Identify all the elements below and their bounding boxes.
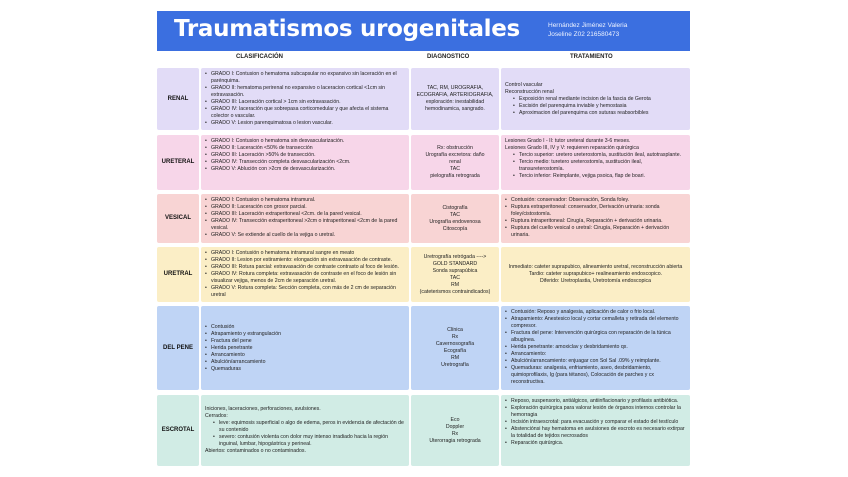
list-item: • Tercio medio: turetero ureterostomía, sustitución ileal, transureterostomía. xyxy=(505,159,686,173)
tratamiento-cell xyxy=(501,68,690,130)
list-item: • Quemaduras: analgesia, enfriamiento, aseo, desbridamiento, quimioprofilaxis, Ig (para tétanos), Colocación de parches y cx reconstructiva. xyxy=(505,365,686,386)
list-item: • Contusión: Reposo y analgesia, aplicación de calor o frio local. xyxy=(505,309,686,316)
list-item: • Abulción/arrancamiento xyxy=(205,359,405,366)
diagnostico-cell xyxy=(411,247,499,302)
list-item: • Ruptura extraperitoneal: conservador, Derivación urinaria: sonda foley/cistostomía. xyxy=(505,204,686,218)
author-id: Joseline Z02 216580473 xyxy=(548,31,620,38)
column-header-tratamiento: TRATAMIENTO xyxy=(570,54,613,60)
list-item: • Escisión del parenquima inviable y hemostasia xyxy=(505,103,686,110)
diagnostico-line: Cistografía xyxy=(442,204,468,211)
list-item: • Tercio superior: uretero ureterostomía, sustitución ileal, autotrasplante. xyxy=(505,152,686,159)
clasificacion-cell xyxy=(201,306,409,390)
diagnostico-line: Clínica xyxy=(447,327,463,333)
list-item: • Arrancamiento xyxy=(205,352,405,359)
list-item: • Atrapamiento: Anestesico local y cortar cemalleta y retirada del elemento compresor. xyxy=(505,316,686,330)
row-label: DEL PENE xyxy=(157,306,199,390)
list-item: • GRADO V: Se extiende al cuello de la vejiga o uretral. xyxy=(205,232,405,239)
clasificacion-cell xyxy=(201,135,409,190)
author-block xyxy=(548,21,627,39)
author-name: Hernández Jiménez Valeria xyxy=(548,22,628,29)
list-item: • GRADO II: Laceración <50% de transección xyxy=(205,145,405,152)
diagnostico-line: RM xyxy=(450,281,460,288)
list-item: • GRADO II: Laceración con grosor parcial. xyxy=(205,204,405,211)
clasificacion-cell xyxy=(201,68,409,130)
diagnostico-line: TAC, RM, UROGRAFIA, xyxy=(426,85,484,91)
tratamiento-cell xyxy=(501,247,690,302)
tratamiento-line: Control vascular xyxy=(505,81,543,88)
diagnostico-line: renal xyxy=(449,159,461,165)
table-row-vesical xyxy=(157,194,690,243)
list-item: • GRADO III: Laceración extraperitoneal <2cm. de la pared vesical. xyxy=(205,211,405,218)
clasificacion-cell xyxy=(201,395,409,466)
diagnostico-line: hemodinamica, sangrado. xyxy=(425,106,485,112)
tratamiento-line: Reconstrucción renal xyxy=(505,88,554,95)
diagnostico-line: Urografía excretora: daño xyxy=(425,152,485,158)
list-item: • Fractura del pene xyxy=(205,338,405,345)
list-item: • GRADO V: Ablución con >2cm de desvascularización. xyxy=(205,166,405,173)
list-item: • GRADO II: hematoma perirenal no expansivo o laceracion cortical <1cm sin extravasación. xyxy=(205,85,405,99)
diagnostico-line: RM xyxy=(450,355,460,361)
list-item: • Exposición renal mediante incision de la fascia de Gerota xyxy=(505,96,686,103)
list-item: • GRADO I: Contusion o hematoma intramural. xyxy=(205,197,405,204)
list-item: • leve: equimosis superficial o algo de edema, peros in evidencia de afectación de su contenido xyxy=(205,420,405,434)
title-banner xyxy=(157,11,690,51)
list-item: • GRADO IV: Transección extraperitoneal >2cm o intraperitoneal <2cm de la pared vesical. xyxy=(205,218,405,232)
tratamiento-line: Lesiones Grado I - II: tutor ureteral durante 3-6 meses. xyxy=(505,138,631,144)
tratamiento-line: Lesiones Grado III, IV y V: requieren reparación quirúrgica xyxy=(505,145,639,151)
tratamiento-line: Diferido: Uretroplastia, Uretrotomía endoscopica xyxy=(539,278,651,284)
diagnostico-line: TAC xyxy=(450,166,460,172)
diagnostico-line: ECOGRAFIA, ARTERIOGRAFIA, xyxy=(416,92,494,98)
diagnostico-line: TAC xyxy=(449,274,460,281)
row-label: URETERAL xyxy=(157,135,199,190)
list-item: • Contusión xyxy=(205,324,405,331)
list-item: • Arrancamiento: xyxy=(505,351,686,358)
list-item: • GRADO V: Lesion parenquimatosa o lesion vascular. xyxy=(205,120,405,127)
diagnostico-line: Cavernosografía xyxy=(435,341,475,347)
tratamiento-line: Inmediato: cateter suprapubico, alineamiento uretral, reconstrucción abierta xyxy=(508,264,683,270)
list-item: • GRADO III: Laceración cortical > 1cm sin extravasación. xyxy=(205,99,405,106)
list-item: • Exploración quirúrgica para valorar lesión de órganos internos controlar la hemorragia xyxy=(505,405,686,419)
tratamiento-cell xyxy=(501,395,690,466)
clasificacion-line: Cerrados: xyxy=(205,413,228,419)
list-item: • GRADO III: Laceración >50% de transección. xyxy=(205,152,405,159)
row-label: RENAL xyxy=(157,68,199,130)
diagnostico-line: Doppler xyxy=(445,423,465,430)
diagnostico-line: Uretrografía xyxy=(441,362,469,368)
list-item: • Ruptura intraperitoneal: Cirugía, Reparación + derivación urinaria. xyxy=(505,218,686,225)
table-row-uretral xyxy=(157,247,690,302)
diagnostico-cell xyxy=(411,395,499,466)
clasificacion-line: Iniciones, laceraciones, perforaciones, avulsiones. xyxy=(205,406,321,412)
table-row-renal xyxy=(157,68,690,130)
diagnostico-cell xyxy=(411,135,499,190)
diagnostico-line: GOLD STANDARD xyxy=(432,260,478,267)
diagnostico-line: Uretrografía retrógada ----> xyxy=(423,253,487,260)
list-item: • Atrapamiento y estrangulación xyxy=(205,331,405,338)
table-row-escrotal xyxy=(157,395,690,466)
list-item: • Herida penetrante: amoxiclav y desbridamiento qx. xyxy=(505,344,686,351)
diagnostico-line: Ecografía xyxy=(443,348,467,354)
list-item: • Ruptura del cuello vesical o uretral: Cirugía, Reparación + derivación urinaria. xyxy=(505,225,686,239)
diagnostico-line: Rx xyxy=(451,430,459,437)
list-item: • GRADO II: Lesion por estiramiento: elongación sin extravasación de contraste. xyxy=(205,257,405,264)
diagnostico-line: Urografía endovenosa xyxy=(429,218,481,225)
list-item: • GRADO I: Contusion o hematoma subcapsular no expansivo sin laceración en el parénquima. xyxy=(205,71,405,85)
diagnostico-cell xyxy=(411,194,499,243)
row-label: ESCROTAL xyxy=(157,395,199,466)
clasificacion-cell xyxy=(201,247,409,302)
list-item: • Aproximacion del parenquima con suturas reabsorbibles xyxy=(505,110,686,117)
row-label: URETRAL xyxy=(157,247,199,302)
column-header-clasificacion: CLASIFICACIÓN xyxy=(236,54,283,60)
list-item: • GRADO III: Rotura parcial: extravasación de contraste contrasto al foco de lesión. xyxy=(205,264,405,271)
table-row-pene xyxy=(157,306,690,390)
list-item: • severo: contusión violenta con dolor muy intenso irradiado hacia la región inguinal, lumbar, hipogástrica y perineal. xyxy=(205,434,405,448)
table-row-ureteral xyxy=(157,135,690,190)
list-item: • Reposo, suspensorio, antiálgicos, antiinflacionario y profilaxis antibiótica. xyxy=(505,398,686,405)
diagnostico-line: pielografía retrograda xyxy=(430,173,480,179)
diagnostico-line: Sonda suprapúbica xyxy=(432,267,478,274)
list-item: • Abstenciónsi hay hematoma en avulsiones de escroto es necesario extirpar la totalidad de tejidos necrosados xyxy=(505,426,686,440)
list-item: • GRADO IV: laceración que sobrepasa corticomedular y que afecta el sistema colector o vascular. xyxy=(205,106,405,120)
diagnostico-line: Uterorragia retrograda xyxy=(429,437,481,444)
diagnostico-line: TAC xyxy=(450,211,460,218)
list-item: • Quemaduras xyxy=(205,366,405,373)
tratamiento-cell xyxy=(501,306,690,390)
diagnostico-cell xyxy=(411,68,499,130)
diagnostico-line: Rx xyxy=(451,334,459,340)
list-item: • Herida penetrante xyxy=(205,345,405,352)
list-item: • GRADO IV: Transección completa desvascularización <2cm. xyxy=(205,159,405,166)
list-item: • GRADO I: Contusion o hematoma sin desvascularización. xyxy=(205,138,405,145)
tratamiento-cell xyxy=(501,135,690,190)
list-item: • Tercio inferior: Reimplante, vejiga psoica, flap de boari. xyxy=(505,173,686,180)
list-item: • GRADO IV: Rotura completa: extravasación de contraste en el foco de lesión sin visualizar vejiga, menos de 2cm de separación uretral. xyxy=(205,271,405,285)
list-item: • GRADO V: Rotura completa: Sección completa, con más de 2 cm de separación uretral xyxy=(205,285,405,299)
diagnostico-line: Citoscopía xyxy=(442,225,468,232)
list-item: • GRADO I: Contusión o hematoma intramural sangre en meato xyxy=(205,250,405,257)
diagnostico-line: Eco xyxy=(450,416,460,423)
page-title: Traumatismos urogenitales xyxy=(174,16,520,42)
list-item: • Fractura del pene: Intervención quirúrgica con reparación de la túnica albugínea. xyxy=(505,330,686,344)
tratamiento-cell xyxy=(501,194,690,243)
diagnostico-line: (cateterismos contraindicados) xyxy=(419,288,491,295)
clasificacion-cell xyxy=(201,194,409,243)
list-item: • Incisión intraescrotal: para evacuación y comparar el estado del testículo xyxy=(505,419,686,426)
diagnostico-line: exploración: inestabilidad xyxy=(425,99,485,105)
diagnostico-cell xyxy=(411,306,499,390)
list-item: • Abulción/arrancamiento: enjuagar con Sol Sal .09% y reimplante. xyxy=(505,358,686,365)
column-header-diagnostico: DIAGNOSTICO xyxy=(427,54,470,60)
diagnostico-line: Rx: obstrucción xyxy=(437,145,473,151)
row-label: VESICAL xyxy=(157,194,199,243)
tratamiento-line: Tardio: cateter suprapubico+ realineamiento endoscopico. xyxy=(528,271,663,277)
clasificacion-line: Abiertos: contaminados o no contaminados. xyxy=(205,448,306,454)
list-item: • Reparación quirúrgica. xyxy=(505,440,686,447)
list-item: • Contusión: conservador: Observación, Sonda foley. xyxy=(505,197,686,204)
